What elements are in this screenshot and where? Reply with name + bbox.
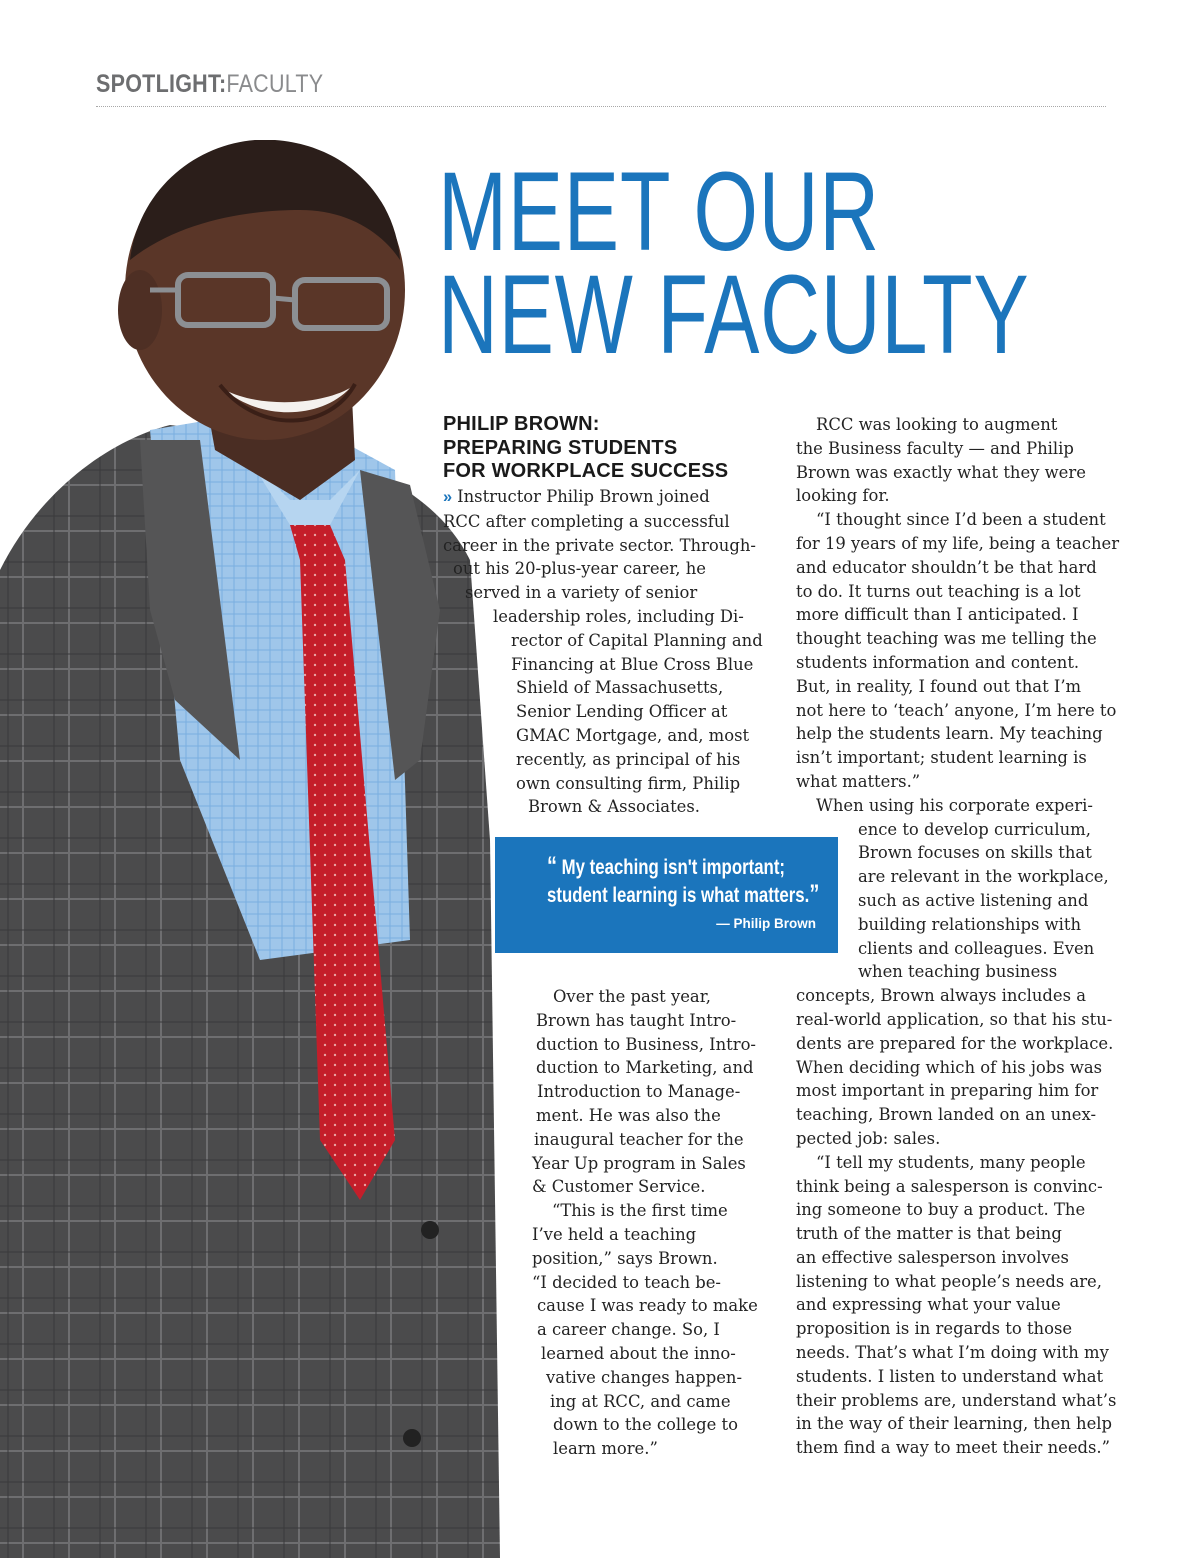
text-line — [0, 960, 1119, 984]
text-line-content: career in the private sector. Through- — [443, 535, 756, 555]
text-line-content: Shield of Massachusetts, — [516, 678, 724, 698]
pull-quote-line-2: student learning is what matters. — [547, 884, 810, 907]
text-line — [0, 532, 1119, 556]
text-line-content: learn more.” — [553, 1439, 658, 1459]
text-line — [0, 1151, 1119, 1175]
text-line-content: teaching, Brown landed on an unex- — [796, 1105, 1096, 1125]
text-line-content: dents are prepared for the workplace. — [796, 1033, 1114, 1053]
text-line-content: Over the past year, — [553, 987, 711, 1006]
text-line — [0, 1198, 1119, 1222]
pull-quote-line-1: My teaching isn't important; — [561, 856, 786, 879]
subhead-line: PHILIP BROWN: — [443, 413, 600, 435]
text-line — [0, 1270, 1119, 1294]
text-line — [0, 1317, 1119, 1341]
text-line-content: Year Up program in Sales — [532, 1153, 746, 1173]
text-line-content: concepts, Brown always includes a — [796, 986, 1086, 1006]
text-line — [0, 675, 1119, 699]
text-line — [0, 984, 1119, 1008]
text-line-content: for 19 years of my life, being a teacher — [796, 533, 1120, 553]
text-line-content: rector of Capital Planning and — [511, 630, 763, 650]
text-line-content: isn’t important; student learning is — [796, 748, 1087, 768]
text-line-content: in the way of their learning, then help — [796, 1414, 1113, 1434]
text-line-content: When deciding which of his jobs was — [796, 1057, 1103, 1077]
text-line-content: Brown & Associates. — [528, 797, 700, 817]
text-line-content: I’ve held a teaching — [532, 1224, 697, 1244]
open-quote-icon: “ — [547, 852, 557, 880]
text-line-content: RCC after completing a successful — [443, 511, 730, 531]
text-line-content: Financing at Blue Cross Blue — [511, 654, 754, 674]
text-line-content: ment. He was also the — [536, 1105, 721, 1125]
text-line — [0, 580, 1119, 604]
text-line — [0, 1103, 1119, 1127]
text-line-content: pected job: sales. — [796, 1128, 941, 1148]
text-line-content: “This is the first time — [552, 1201, 728, 1221]
text-line — [0, 651, 1119, 675]
text-line-content: Introduction to Manage- — [537, 1082, 741, 1102]
text-line-content: proposition is in regards to those — [796, 1319, 1073, 1339]
text-line — [0, 1008, 1119, 1032]
text-line-content: own consulting firm, Philip — [516, 773, 741, 793]
text-line-content: more difficult than I anticipated. I — [796, 605, 1079, 625]
text-line-content: truth of the matter is that being — [796, 1224, 1062, 1244]
text-line-content: down to the college to — [553, 1415, 738, 1435]
text-line — [0, 1341, 1119, 1365]
text-line-content: needs. That’s what I’m doing with my — [796, 1343, 1109, 1363]
text-line — [0, 556, 1119, 580]
text-line — [0, 1412, 1119, 1436]
text-line — [0, 1079, 1119, 1103]
text-line-content: thought teaching was me telling the — [796, 629, 1097, 649]
text-line-content: leadership roles, including Di- — [493, 606, 744, 626]
text-line-content: duction to Business, Intro- — [536, 1034, 756, 1054]
text-line-content: a career change. So, I — [537, 1320, 720, 1340]
text-line-content: most important in preparing him for — [796, 1081, 1099, 1101]
text-line-content: looking for. — [796, 486, 890, 506]
text-line-content: But, in reality, I found out that I’m — [796, 676, 1082, 696]
section-label — [96, 70, 323, 99]
text-line-content: ing someone to buy a product. The — [796, 1200, 1086, 1220]
text-line — [0, 699, 1119, 723]
text-line-content: “I decided to teach be- — [532, 1272, 721, 1292]
dotted-divider — [96, 106, 1106, 107]
text-line-content: students. I listen to understand what — [796, 1366, 1104, 1386]
subhead-line: FOR WORKPLACE SUCCESS — [443, 460, 729, 482]
text-line-content: inaugural teacher for the — [534, 1129, 744, 1149]
text-line — [0, 1175, 1119, 1199]
text-line-content: building relationships with — [858, 914, 1082, 934]
text-line — [0, 508, 1119, 532]
text-line-content: recently, as principal of his — [516, 749, 741, 769]
text-line — [0, 627, 1119, 651]
text-line-content: position,” says Brown. — [532, 1248, 718, 1268]
section-label-strong: SPOTLIGHT: — [96, 70, 227, 98]
text-line-content: listening to what people’s needs are, — [796, 1271, 1102, 1291]
text-line-content: not here to ‘teach’ anyone, I’m here to — [796, 700, 1117, 720]
text-line-content: learned about the inno- — [541, 1343, 736, 1363]
text-line-content: When using his corporate experi- — [816, 795, 1093, 815]
text-line — [0, 1222, 1119, 1246]
text-line-content: such as active listening and — [858, 890, 1089, 910]
text-line-content: help the students learn. My teaching — [796, 724, 1103, 744]
text-line-content: ing at RCC, and came — [550, 1391, 731, 1411]
text-line — [0, 603, 1119, 627]
text-line-content: them find a way to meet their needs.” — [796, 1438, 1111, 1458]
double-chevron-right-icon: » — [443, 488, 453, 506]
text-line — [0, 722, 1119, 746]
text-line-content: their problems are, understand what’s — [796, 1390, 1117, 1410]
text-line — [0, 794, 1119, 818]
text-line-content: “I thought since I’d been a student — [816, 510, 1106, 530]
text-line — [0, 461, 1119, 485]
text-line-content: Brown was exactly what they were — [796, 462, 1086, 482]
text-line-content: an effective salesperson involves — [796, 1247, 1069, 1267]
text-line-content: Brown has taught Intro- — [536, 1010, 737, 1030]
section-label-light: FACULTY — [226, 70, 324, 98]
text-line — [0, 1436, 1119, 1460]
pull-quote — [495, 837, 838, 953]
text-line-content: are relevant in the workplace, — [858, 867, 1109, 887]
text-line-content: students information and content. — [796, 652, 1080, 672]
subhead-line: PREPARING STUDENTS — [443, 436, 678, 459]
text-line-content: out his 20-plus-year career, he — [453, 559, 706, 579]
text-line — [0, 1127, 1119, 1151]
text-line — [0, 1246, 1119, 1270]
text-line-content: think being a salesperson is convinc- — [796, 1176, 1103, 1196]
text-line-content: Instructor Philip Brown joined — [457, 487, 710, 506]
pull-quote-text — [547, 853, 819, 909]
text-line-content: to do. It turns out teaching is a lot — [796, 581, 1081, 601]
text-line-content: Senior Lending Officer at — [516, 702, 728, 722]
close-quote-icon: ” — [809, 880, 820, 908]
pull-quote-attribution: — Philip Brown — [716, 916, 816, 931]
text-line-content: and educator shouldn’t be that hard — [796, 557, 1097, 577]
text-line-content: “I tell my students, many people — [816, 1152, 1086, 1172]
text-line-content: real-world application, so that his stu- — [796, 1009, 1113, 1029]
text-line-content: ence to develop curriculum, — [858, 819, 1091, 839]
text-line — [0, 1056, 1119, 1080]
text-line — [0, 484, 1119, 508]
text-line-content: duction to Marketing, and — [536, 1058, 754, 1078]
text-line-content: & Customer Service. — [532, 1177, 706, 1197]
text-line — [0, 413, 1119, 437]
text-line-content: served in a variety of senior — [465, 583, 698, 603]
text-line — [0, 437, 1119, 461]
text-line — [0, 770, 1119, 794]
page-headline — [438, 149, 1030, 377]
text-line-content: the Business faculty — and Philip — [796, 438, 1074, 458]
text-line — [0, 1365, 1119, 1389]
text-line — [0, 1389, 1119, 1413]
text-line-content: cause I was ready to make — [537, 1296, 758, 1316]
text-line — [0, 1032, 1119, 1056]
text-line-content: clients and colleagues. Even — [858, 938, 1095, 958]
text-line-content: vative changes happen- — [546, 1367, 743, 1387]
text-line — [0, 746, 1119, 770]
text-line-content: Brown focuses on skills that — [858, 843, 1092, 863]
text-line-content: what matters.” — [796, 771, 921, 791]
headline-line-2: NEW FACULTY — [438, 252, 1030, 377]
text-line — [0, 1293, 1119, 1317]
headline-line-1: MEET OUR — [438, 149, 880, 274]
text-line-content: when teaching business — [858, 962, 1058, 982]
text-line-content: RCC was looking to augment — [816, 415, 1058, 434]
text-line-content: and expressing what your value — [796, 1295, 1061, 1315]
text-line-content: GMAC Mortgage, and, most — [516, 725, 750, 745]
